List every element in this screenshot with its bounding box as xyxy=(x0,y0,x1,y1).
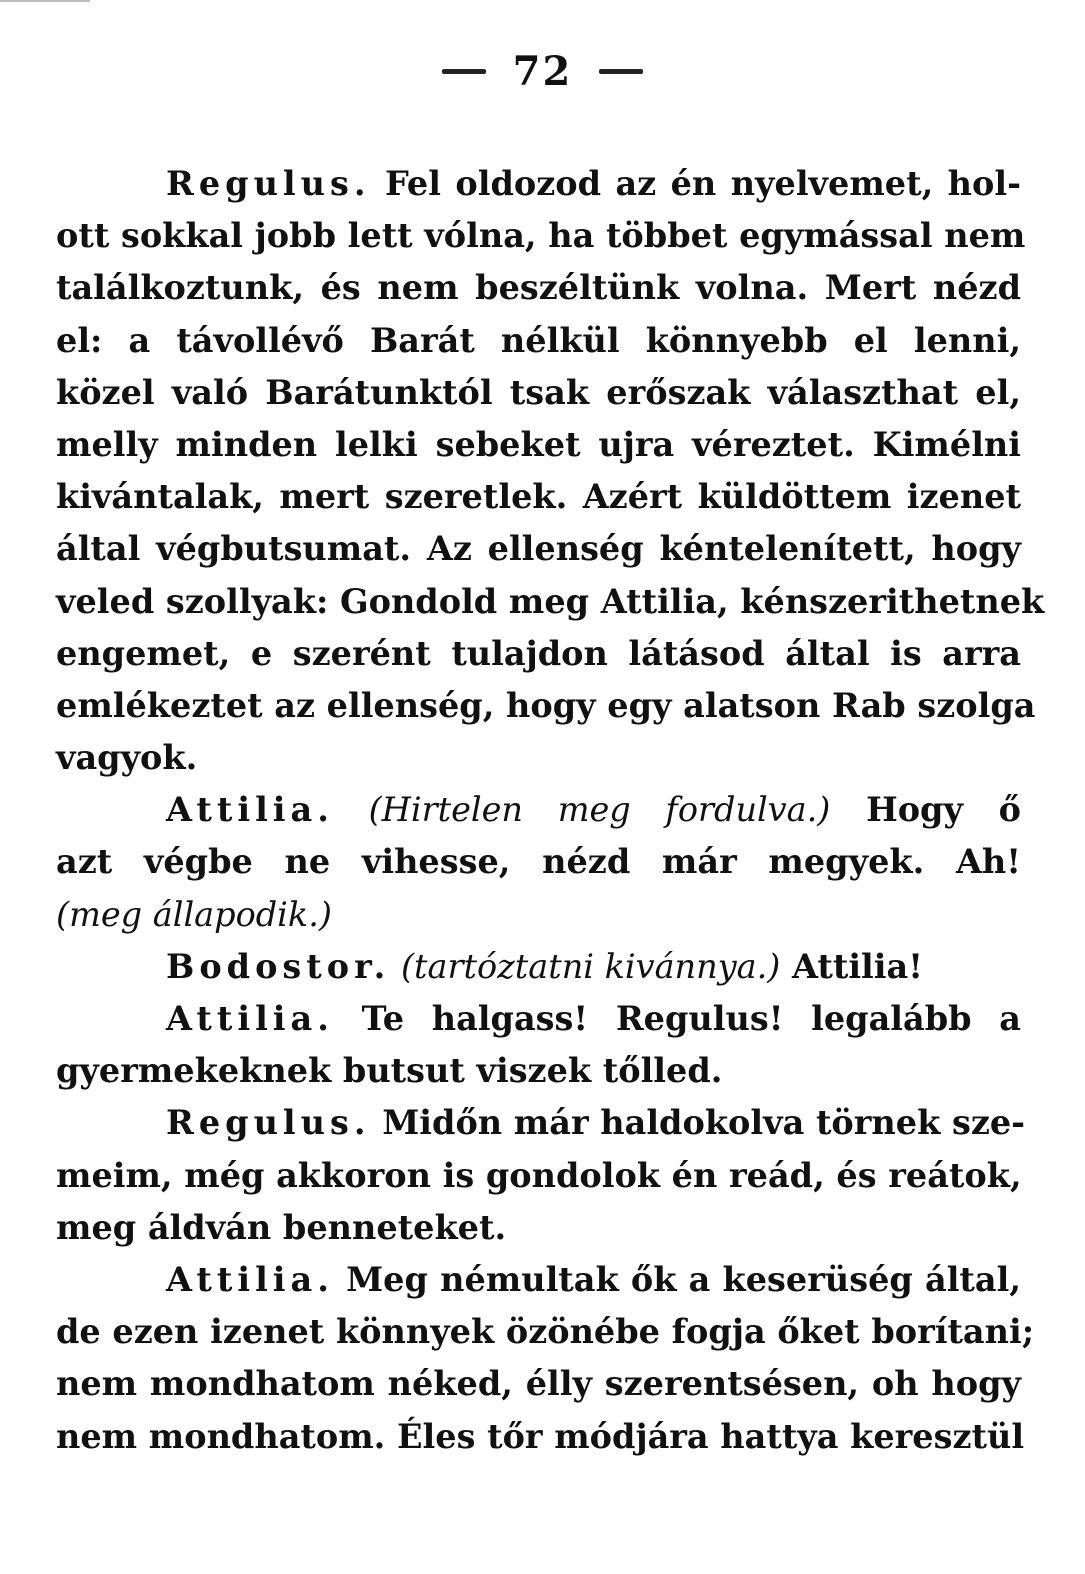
text-line xyxy=(56,628,1021,680)
text-line xyxy=(56,1306,1035,1358)
line-text: kivántalak, mert szeretlek. Azért küldöttem izenet xyxy=(56,477,1021,517)
text-line xyxy=(56,1202,1021,1254)
text-line xyxy=(56,680,1036,732)
line-text: által végbutsumat. Az ellenség kéntelenített, hogy xyxy=(56,529,1021,569)
line-text: közel való Barátunktól tsak erőszak választhat el, xyxy=(56,372,1021,412)
line-text: vagyok. xyxy=(56,738,198,778)
line-text: nem mondhatom. Éles tőr módjára hattya keresztül xyxy=(56,1416,1025,1456)
text-line xyxy=(56,941,1021,993)
speaker-name: Regulus. xyxy=(166,164,371,203)
page-number: 72 xyxy=(512,48,573,95)
text-line xyxy=(56,784,1021,836)
line-text: ott sokkal jobb lett vólna, ha többet egymással nem xyxy=(56,216,1026,256)
line-text: el: a távollévő Barát nélkül könnyebb el lenni, xyxy=(56,320,1021,360)
page-header xyxy=(0,48,1085,98)
line-text: Hogy ő xyxy=(830,790,1021,830)
speaker-name: Attilia. xyxy=(166,999,334,1038)
speaker-name: Attilia. xyxy=(166,790,334,830)
line-text: melly minden lelki sebeket ujra véreztet. Kimélni xyxy=(56,424,1021,464)
text-line xyxy=(56,315,1021,367)
speaker-name: Regulus. xyxy=(166,1103,371,1143)
text-line xyxy=(56,1045,1021,1097)
text-line xyxy=(56,1097,1026,1149)
text-line xyxy=(56,732,1021,784)
text-line xyxy=(56,993,1021,1045)
line-text: Te halgass! Regulus! legalább a xyxy=(333,999,1021,1038)
text-line xyxy=(56,158,1021,210)
text-line xyxy=(56,576,1045,628)
stage-direction: (Hirtelen meg fordulva.) xyxy=(333,790,831,830)
line-text: engemet, e szerént tulajdon látásod által is arra xyxy=(56,633,1021,673)
dialogue-text xyxy=(56,158,1045,1463)
text-line xyxy=(56,262,1021,314)
text-line xyxy=(56,889,1021,941)
scan-edge-rule xyxy=(0,0,90,2)
stage-direction: (meg állapodik.) xyxy=(56,894,332,934)
header-dash-left xyxy=(442,69,486,74)
text-line xyxy=(56,1254,1021,1306)
line-text: veled szollyak: Gondold meg Attilia, kénszerithetnek xyxy=(56,581,1045,621)
line-text: emlékeztet az ellenség, hogy egy alatson Rab szolga xyxy=(56,685,1036,725)
line-text: Midőn már haldokolva törnek sze- xyxy=(370,1103,1026,1143)
stage-direction: (tartóztatni kivánnya.) xyxy=(390,946,781,986)
line-text: de ezen izenet könnyek özönébe fogja őket borítani; xyxy=(56,1312,1035,1352)
text-line xyxy=(56,1150,1021,1202)
text-line xyxy=(56,1358,1021,1410)
speaker-name: Bodostor. xyxy=(166,946,391,986)
line-text: azt végbe ne vihesse, nézd már megyek. Ah! xyxy=(56,842,1021,882)
text-line xyxy=(56,471,1021,523)
line-text: meim, még akkoron is gondolok én reád, és reátok, xyxy=(56,1155,1022,1195)
text-line xyxy=(56,210,1026,262)
line-text: Attilia! xyxy=(780,946,923,986)
text-line xyxy=(56,523,1021,575)
line-text: nem mondhatom néked, élly szerentsésen, oh hogy xyxy=(56,1364,1021,1404)
speaker-name: Attilia. xyxy=(166,1259,334,1299)
line-text: Fel oldozod az én nyelvemet, hol- xyxy=(370,164,1021,203)
line-text: találkoztunk, és nem beszéltünk volna. Mert nézd xyxy=(56,268,1021,308)
line-text: gyermekeknek butsut viszek tőlled. xyxy=(56,1051,723,1091)
text-line xyxy=(56,419,1021,471)
text-line xyxy=(56,367,1021,419)
text-line xyxy=(56,836,1021,888)
line-text: Meg némultak ők a keserüség által, xyxy=(333,1259,1021,1299)
header-dash-right xyxy=(599,69,643,74)
line-text: meg áldván benneteket. xyxy=(56,1207,507,1247)
text-line xyxy=(56,1411,1025,1463)
